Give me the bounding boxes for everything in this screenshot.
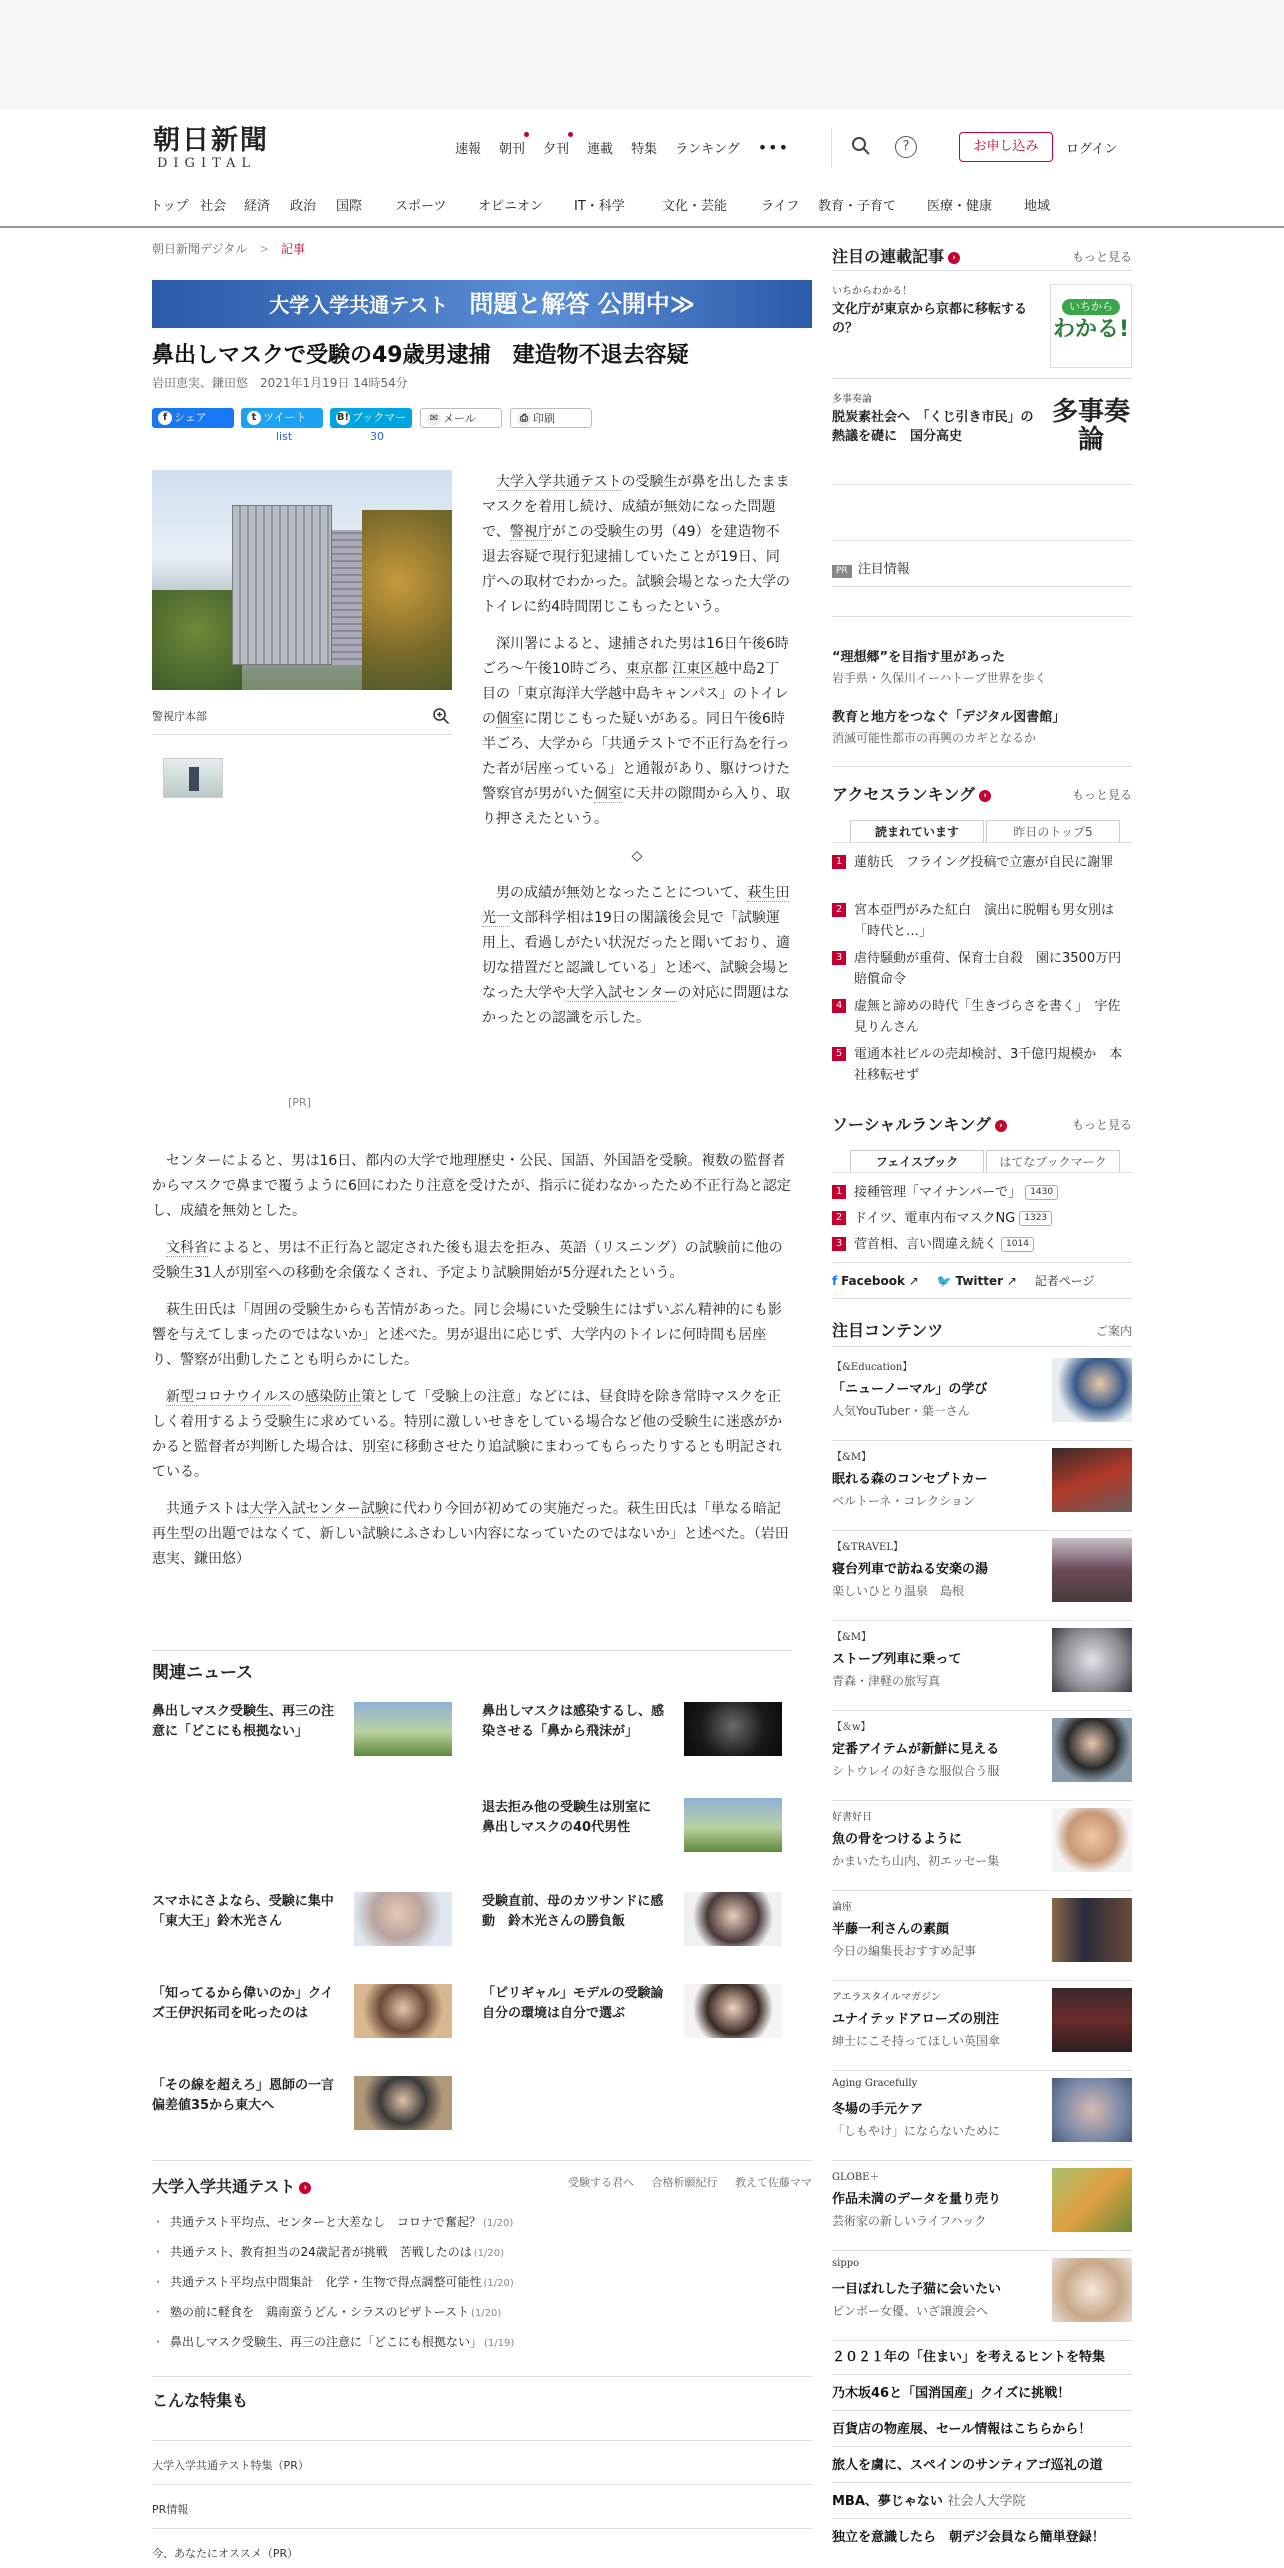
pr-item[interactable]: 教育と地方をつなぐ「デジタル図書館」 消滅可能性都市の再興のカギとなるか [832, 710, 1066, 745]
login-link[interactable]: ログイン [1066, 142, 1118, 157]
attention-header [832, 1318, 1132, 1342]
divider [832, 2446, 1132, 2447]
tweet-button[interactable]: t ツイート [241, 408, 323, 428]
promo-link[interactable]: 今、あなたにオススメ（PR） [152, 2528, 812, 2568]
hatena-icon: B! [336, 412, 350, 423]
ranking-item[interactable]: 5 電通本社ビルの売却検討、3千億円規模か 本社移転せず [832, 1044, 1132, 1086]
nav-seiji[interactable]: 政治 [290, 199, 317, 214]
feature-item[interactable]: アエラスタイルマガジン ユナイテッドアローズの別注 紳士にこそ持ってほしい英国傘 [832, 1980, 1132, 2072]
util-link-ranking[interactable]: ランキング [675, 141, 740, 157]
promo-link[interactable]: ２０２１年の「住まい」を考えるヒントを特集 [832, 2350, 1106, 2365]
section-divider: ◇ [631, 848, 643, 864]
hatena-count[interactable]: 30 [370, 430, 384, 443]
new-dot [568, 132, 573, 137]
kyotsu-test-banner[interactable]: 大学入学共通テスト 問題と解答 公開中≫ [152, 280, 812, 328]
divider [832, 2374, 1132, 2375]
help-icon[interactable]: ? [895, 136, 917, 158]
arrow-right-icon: › [299, 2182, 311, 2194]
keyword-link[interactable]: 警視庁 [509, 524, 552, 540]
hatena-bookmark-button[interactable]: B! ブックマーク [330, 408, 412, 428]
related-thumb [684, 1702, 782, 1756]
keyword-link[interactable]: 文科省 [166, 1240, 208, 1256]
feature-item[interactable]: 【&Education】 「ニューノーマル」の学び 人気YouTuber・葉一さん [832, 1350, 1132, 1442]
list-item[interactable]: ・ 鼻出しマスク受験生、再三の注意に「どこにも根拠ない」 (1/19) [152, 2328, 514, 2358]
feature-item[interactable]: 【&M】 ストーブ列車に乗って 青森・津軽の旅写真 [832, 1620, 1132, 1712]
tweet-count[interactable]: list [276, 430, 293, 443]
related-item[interactable]: 「その線を超えろ」恩師の一言 偏差値35から東大へ [152, 2076, 462, 2130]
social-ranking-title[interactable]: ソーシャルランキング › [832, 1112, 1007, 1135]
divider [832, 766, 1132, 767]
keyword-link[interactable]: 江東区 [672, 661, 715, 677]
nav-top[interactable]: トップ [150, 199, 189, 214]
tajisoron-logo: 多事奏論 [1051, 397, 1130, 455]
search-icon[interactable] [850, 136, 872, 158]
facebook-link[interactable]: f Facebook ↗ [832, 1274, 919, 1288]
kyotsu-tab[interactable]: 受験する君へ [568, 2176, 634, 2189]
keyword-link[interactable]: 個室 [594, 786, 622, 802]
related-item[interactable]: 鼻出しマスクは感染するし、感染させる「鼻から飛沫が」 [482, 1702, 792, 1756]
kyotsu-tab[interactable]: 教えて佐藤ママ [735, 2176, 812, 2189]
promo-link[interactable]: PR情報 [152, 2484, 812, 2528]
feature-item[interactable]: 【＆w】 定番アイテムが新鮮に見える シトウレイの好きな服似合う服 [832, 1710, 1132, 1802]
related-item[interactable]: 受験直前、母のカツサンドに感動 鈴木光さんの勝負飯 [482, 1892, 792, 1946]
divider [832, 484, 1132, 485]
konna-tokushu-title: こんな特集も [152, 2391, 249, 2410]
arrow-right-icon: › [995, 1120, 1007, 1132]
facebook-icon: f [832, 1274, 838, 1288]
keyword-link[interactable]: 大学入試センター [566, 985, 678, 1001]
divider [832, 270, 1132, 271]
list-item[interactable]: ・ 共通テスト、教育担当の24歳記者が挑戦 苦戦したのは (1/20) [152, 2238, 514, 2268]
serial-item[interactable]: いちからわかる！ 文化庁が東京から京都に移転するの？ いちから わかる! [832, 282, 1132, 370]
feature-thumb [1052, 1358, 1132, 1422]
feature-item[interactable]: sippo 一目ぼれした子猫に会いたい ビンボー女優、いざ譲渡会へ [832, 2250, 1132, 2342]
paragraph: 共通テストは大学入試センター試験に代わり今回が初めての実施だった。萩生田氏は「単なる暗記再生型の出題ではなくて、新しい試験にふさわしい内容になっていたのではないか」と述べた。（岩田恵実、鎌田悠） [152, 1501, 789, 1567]
feature-thumb [1052, 1808, 1132, 1872]
global-nav [150, 195, 1050, 217]
related-thumb [684, 1984, 782, 2038]
nav-divider [0, 226, 1284, 228]
ranking-item[interactable]: 3 虐待騒動が重荷、保育士自殺 園に3500万円賠償命令 [832, 948, 1132, 990]
related-thumb [354, 1702, 452, 1756]
logo-main: 朝日新聞 [153, 125, 269, 156]
attention-title: 注目コンテンツ [832, 1321, 944, 1340]
divider [152, 2376, 812, 2377]
divider [832, 540, 1132, 541]
feature-item[interactable]: 【&M】 眠れる森のコンセプトカー ベルトーネ・コレクション [832, 1440, 1132, 1532]
paragraph: センターによると、男は16日、都内の大学で地理歴史・公民、国語、外国語を受験。複数の監督者からマスクで鼻まで覆うように6回にわたり注意を受けたが、指示に従わなかったため不正行為と認定し、成績を無効とした。 [152, 1153, 791, 1219]
related-thumb [684, 1798, 782, 1852]
share-count-badge: 1323 [1019, 1211, 1052, 1226]
feature-thumb [1052, 1898, 1132, 1962]
ranking-item[interactable]: 1 蓮舫氏 フライング投稿で立憲が自民に謝罪 [832, 852, 1132, 873]
breadcrumb: 朝日新聞デジタル > 記事 [152, 242, 306, 256]
facebook-share-button[interactable]: f シェア [152, 408, 234, 428]
list-item[interactable]: ・ 塾の前に軽食を 鶏南蛮うどん・シラスのピザトースト (1/20) [152, 2298, 514, 2328]
more-link[interactable]: もっと見る [1071, 1118, 1132, 1132]
related-item[interactable]: 「ピリギャル」モデルの受験論 自分の環境は自分で選ぶ [482, 1984, 792, 2038]
print-icon: ⎙ [517, 412, 531, 426]
kisha-page-link[interactable]: 記者ページ [1034, 1274, 1095, 1288]
nav-shakai[interactable]: 社会 [200, 199, 227, 214]
divider [832, 1172, 1132, 1173]
nav-kyouiku[interactable]: 教育・子育て [818, 199, 897, 214]
facebook-icon: f [158, 411, 172, 425]
top-ad-band [0, 0, 1284, 110]
ranking-item[interactable]: 4 虚無と諦めの時代「生きづらさを書く」 宇佐見りんさん [832, 996, 1132, 1038]
breadcrumb-current: 記事 [281, 242, 306, 256]
ranking-item[interactable]: 3 菅首相、言い間違え続く 1014 [832, 1234, 1132, 1255]
divider [832, 2340, 1132, 2341]
related-thumb [354, 1984, 452, 2038]
related-item[interactable]: スマホにさよなら、受験に集中 「東大王」鈴木光さん [152, 1892, 462, 1946]
divider [832, 842, 1132, 843]
mail-icon: ✉ [427, 412, 441, 426]
divider [832, 378, 1132, 379]
twitter-link[interactable]: 🐦 Twitter ↗ [936, 1274, 1017, 1288]
promo-link[interactable]: 乃木坂46と「国消国産」クイズに挑戦！ [832, 2386, 1071, 2401]
paragraph: 文科省によると、男は不正行為と認定された後も退去を拒み、英語（リスニング）の試験前に他の受験生31人が別室への移動を余儀なくされ、予定より試験開始が5分遅れたという。 [152, 1240, 783, 1281]
nav-bunka[interactable]: 文化・芸能 [662, 199, 728, 214]
twitter-icon: 🐦 [936, 1274, 952, 1288]
list-item[interactable]: ・ 共通テスト平均点中間集計 化学・生物で得点調整可能性 (1/20) [152, 2268, 514, 2298]
feature-thumb [1052, 2078, 1132, 2142]
feature-thumb [1052, 2258, 1132, 2322]
print-button[interactable]: ⎙ 印刷 [510, 408, 592, 428]
keyword-link[interactable]: 個室 [496, 711, 524, 727]
access-ranking-title[interactable]: アクセスランキング › [832, 782, 991, 805]
photo-thumbnail[interactable] [163, 758, 223, 798]
keyword-link[interactable]: 大学入試センター試験 [249, 1501, 389, 1517]
related-item[interactable]: 鼻出しマスク受験生、再三の注意に「どこにも根拠ない」 [152, 1702, 462, 1756]
keyword-link[interactable]: 大学入学共通テスト [496, 474, 622, 490]
nav-kokusai[interactable]: 国際 [336, 199, 363, 214]
nav-keizai[interactable]: 経済 [244, 199, 271, 214]
nav-opinion[interactable]: オピニオン [478, 199, 544, 214]
promo-link[interactable]: 旅人を虜に、スペインのサンティアゴ巡礼の道 [832, 2458, 1103, 2473]
nav-life[interactable]: ライフ [761, 199, 800, 214]
twitter-icon: t [247, 411, 261, 425]
photo-caption: 警視庁本部 [152, 710, 207, 723]
nav-chiiki[interactable]: 地域 [1024, 199, 1051, 214]
ranking-item[interactable]: 2 ドイツ、電車内布マスクNG 1323 [832, 1208, 1132, 1229]
divider [832, 586, 1132, 587]
kyotsu-tabs [554, 2174, 812, 2190]
site-logo[interactable] [153, 126, 283, 176]
ranking-item[interactable]: 1 接種管理「マイナンバーで」 1430 [832, 1182, 1132, 1203]
related-thumb [354, 2076, 452, 2130]
promo-link[interactable]: MBA、夢じゃない 社会人大学院 [832, 2494, 1026, 2509]
feature-thumb [1052, 1448, 1132, 1512]
promo-link[interactable]: 大学入学共通テスト特集（PR） [152, 2440, 812, 2484]
ichikara-wakaru-logo: いちから わかる! [1050, 284, 1132, 368]
subscribe-button[interactable]: お申し込み [959, 132, 1053, 162]
keyword-link[interactable]: 感染防止 [305, 1389, 362, 1405]
divider [832, 2518, 1132, 2519]
serial-item[interactable]: 多事奏論 脱炭素社会へ 「くじ引き市民」の熱議を礎に 国分高史 多事奏論 [832, 390, 1132, 480]
pr-label: [PR] [288, 1096, 311, 1109]
share-count-badge: 1014 [1001, 1237, 1034, 1252]
utility-nav [455, 136, 807, 158]
feature-item[interactable]: 【&TRAVEL】 寝台列車で訪ねる安楽の湯 楽しいひとり温泉 島根 [832, 1530, 1132, 1622]
related-item[interactable]: 退去拒み他の受験生は別室に 鼻出しマスクの40代男性 [482, 1798, 792, 1852]
serial-title[interactable]: 注目の連載記事 › [832, 244, 960, 267]
ranking-item[interactable]: 2 宮本亞門がみた紅白 演出に脱帽も男女別は「時代と…」 [832, 900, 1132, 942]
feature-thumb [1052, 1628, 1132, 1692]
share-count-badge: 1430 [1025, 1185, 1058, 1200]
tab-yesterday-top5[interactable]: 昨日のトップ5 [986, 820, 1120, 842]
more-menu-icon[interactable]: ••• [757, 137, 790, 157]
article-body-full [152, 1149, 792, 1584]
nav-iryou[interactable]: 医療・健康 [927, 199, 993, 214]
article-byline: 岩田恵実、鎌田悠 2021年1月19日 14時54分 [152, 376, 408, 390]
mail-button[interactable]: ✉ メール [420, 408, 502, 428]
paragraph: 男の成績が無効となったことについて、萩生田光一文部科学相は19日の閣議後会見で「試験運用上、看過しがたい状況だったと聞いており、適切な措置だと認識している」と述べ、試験会場となった大学や大学入試センターの対応に問題はなかったとの認識を示した。 [482, 885, 790, 1026]
article-photo[interactable] [152, 470, 452, 690]
divider [832, 1346, 1132, 1347]
related-news-title: 関連ニュース [152, 1663, 254, 1683]
related-item[interactable]: 「知ってるから偉いのか」クイズ王伊沢拓司を叱ったのは [152, 1984, 462, 2038]
more-link[interactable]: もっと見る [1071, 788, 1132, 802]
tab-facebook[interactable]: フェイスブック [850, 1150, 984, 1172]
kyotsu-section-title[interactable]: 大学入学共通テスト › [152, 2174, 311, 2197]
guide-link[interactable]: ご案内 [1095, 1324, 1132, 1338]
header-divider [831, 128, 832, 168]
arrow-right-icon: › [979, 790, 991, 802]
kyotsu-list [152, 2208, 514, 2358]
divider [832, 616, 1132, 617]
logo-sub: DIGITAL [157, 156, 257, 171]
feature-item[interactable]: GLOBE＋ 作品未満のデータを量り売り 芸術家の新しいライフハック [832, 2160, 1132, 2252]
util-link-rensai[interactable]: 連載 [587, 141, 614, 157]
related-thumb [684, 1892, 782, 1946]
util-link-choukan[interactable]: 朝刊 [499, 138, 525, 157]
feature-thumb [1052, 1718, 1132, 1782]
paragraph: 深川署によると、逮捕された男は16日午後6時ごろ～午後10時ごろ、東京都 江東区越中島2丁目の「東京海洋大学越中島キャンパス」のトイレの個室に閉じこもった疑いがある。同日午後6時半ごろ、大学から「共通テストで不正行為を行った者が居座っている」と通報があり、駆けつけた警察官が男がいた個室に天井の隙間から入り、取り押さえたという。 [482, 636, 790, 827]
paragraph: 新型コロナウイルスの感染防止策として「受験上の注意」などには、昼食時を除き常時マスクを正しく着用するよう受験生に求めている。特別に激しいせきをしている場合など他の受験生に迷惑がかかると監督者が判断した場合は、別室に移動させたり追試験にまわってもらったりするとも明記されている。 [152, 1389, 782, 1480]
serial-header [832, 244, 1132, 268]
divider [152, 1650, 792, 1651]
promo-link[interactable]: 百貨店の物産展、セール情報はこちらから！ [832, 2422, 1092, 2437]
caption-divider [152, 734, 452, 735]
promo-link[interactable]: 独立を意識したら 朝デジ会員なら簡単登録！ [832, 2530, 1105, 2545]
breadcrumb-home[interactable]: 朝日新聞デジタル [152, 242, 248, 256]
zoom-icon[interactable] [432, 707, 450, 729]
feature-thumb [1052, 2168, 1132, 2232]
nav-it[interactable]: IT・科学 [574, 199, 625, 214]
tab-hatena[interactable]: はてなブックマーク [986, 1150, 1120, 1172]
paragraph: 大学入学共通テストの受験生が鼻を出したままマスクを着用し続け、成績が無効になった問題で、警視庁がこの受験生の男（49）を建造物不退去容疑で現行犯逮捕していたことが19日、同庁への取材でわかった。試験会場となった大学のトイレに約4時間閉じこもったという。 [482, 474, 790, 615]
feature-item[interactable]: Aging Gracefully 冬場の手元ケア 「しもやけ」にならないために [832, 2070, 1132, 2162]
divider [832, 2410, 1132, 2411]
article-title: 鼻出しマスクで受験の49歳男逮捕 建造物不退去容疑 [152, 343, 689, 368]
feature-thumb [1052, 1538, 1132, 1602]
keyword-link[interactable]: 萩生田光一 [482, 885, 790, 926]
article-body-right [482, 470, 792, 1043]
paragraph: 萩生田氏は「周囲の受験生からも苦情があった。同じ会場にいた受験生にはずいぶん精神的にも影響を与えてしまったのではないか」と述べた。男が退出に応じず、大学内のトイレに何時間も居座り、警察が出動したことも明らかにした。 [152, 1302, 782, 1368]
feature-item[interactable]: 好書好日 魚の骨をつけるように かまいたち山内、初エッセー集 [832, 1800, 1132, 1892]
social-ranking-header [832, 1112, 1132, 1136]
nav-sports[interactable]: スポーツ [395, 199, 447, 214]
new-dot [524, 132, 529, 137]
list-item[interactable]: ・ 共通テスト平均点、センターと大差なし コロナで奮起？ (1/20) [152, 2208, 514, 2238]
util-link-sokuho[interactable]: 速報 [455, 141, 482, 157]
pr-header: PR 注目情報 [832, 558, 1132, 578]
feature-thumb [1052, 1988, 1132, 2052]
util-link-yuukan[interactable]: 夕刊 [543, 138, 569, 157]
tab-yomareteimasu[interactable]: 読まれています [850, 820, 984, 842]
divider [832, 1262, 1132, 1263]
keyword-link[interactable]: 新型コロナウイルス [166, 1389, 292, 1405]
arrow-right-icon: › [948, 252, 960, 264]
sns-links [832, 1272, 1132, 1292]
pr-item[interactable]: “理想郷”を目指す里があった 岩手県・久保川イーハトーブ世界を歩く [832, 650, 1047, 685]
feature-item[interactable]: 論座 半藤一利さんの素顔 今日の編集長おすすめ記事 [832, 1890, 1132, 1982]
divider [832, 2482, 1132, 2483]
related-thumb [354, 1892, 452, 1946]
kyotsu-tab[interactable]: 合格析願紀行 [651, 2176, 718, 2189]
divider [832, 1298, 1132, 1299]
pr-badge: PR [832, 565, 852, 578]
access-ranking-header [832, 782, 1132, 806]
divider [152, 2160, 812, 2161]
more-link[interactable]: もっと見る [1071, 250, 1132, 264]
keyword-link[interactable]: 東京都 [625, 661, 668, 677]
util-link-tokushu[interactable]: 特集 [631, 141, 658, 157]
